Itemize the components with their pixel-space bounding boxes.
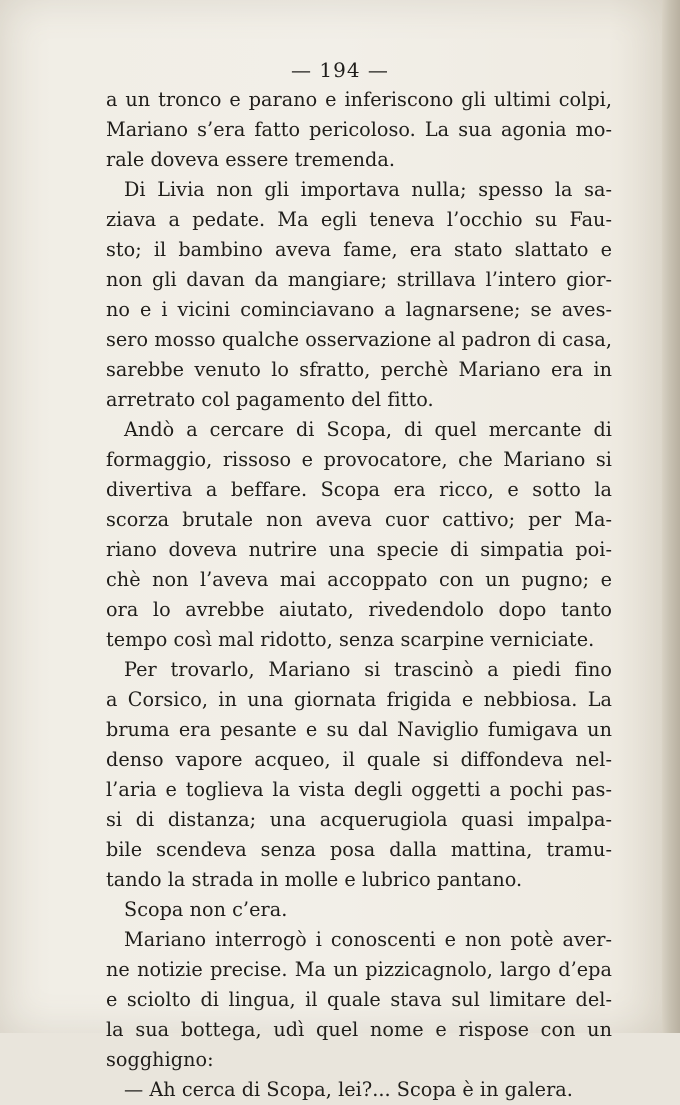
binding-edge [662, 0, 680, 1033]
paragraph [106, 895, 612, 925]
text-line: denso vapore acqueo, il quale si diffondeva nel- [106, 748, 612, 771]
text-line: non gli davan da mangiare; strillava l’intero gior- [106, 268, 612, 291]
text-line: no e i vicini cominciavano a lagnarsene; se aves- [106, 298, 612, 321]
text-line: bruma era pesante e su dal Naviglio fumigava un [106, 718, 612, 741]
text-line: a Corsico, in una giornata frigida e nebbiosa. La [106, 688, 612, 711]
body-text [106, 85, 612, 1105]
text-line: riano doveva nutrire una specie di simpatia poi- [106, 538, 612, 561]
paragraph [106, 415, 612, 655]
text-line: ora lo avrebbe aiutato, rivedendolo dopo tanto [106, 598, 612, 621]
text-line: sogghigno: [106, 1048, 214, 1071]
page-number: — 194 — [291, 58, 389, 82]
text-line: tempo così mal ridotto, senza scarpine verniciate. [106, 628, 595, 651]
text-line: formaggio, rissoso e provocatore, che Mariano si [106, 448, 612, 471]
text-line: ziava a pedate. Ma egli teneva l’occhio su Fau- [106, 208, 612, 231]
text-line: divertiva a beffare. Scopa era ricco, e sotto la [106, 478, 612, 501]
text-line: arretrato col pagamento del fitto. [106, 388, 434, 411]
text-line: Mariano interrogò i conoscenti e non potè aver- [124, 928, 612, 951]
paragraph [106, 655, 612, 895]
paragraph [106, 85, 612, 175]
text-line: bile scendeva senza posa dalla mattina, tramu- [106, 838, 612, 861]
paragraph [106, 925, 612, 1075]
text-line: Per trovarlo, Mariano si trascinò a piedi fino [124, 658, 612, 681]
paragraph [106, 175, 612, 415]
text-line: scorza brutale non aveva cuor cattivo; per Ma- [106, 508, 612, 531]
text-line: Scopa non c’era. [124, 898, 288, 921]
text-line: — Ah cerca di Scopa, lei?... Scopa è in galera. [124, 1078, 573, 1101]
text-line: Andò a cercare di Scopa, di quel mercante di [124, 418, 612, 441]
text-line: Di Livia non gli importava nulla; spesso la sa- [124, 178, 612, 201]
text-line: e sciolto di lingua, il quale stava sul limitare del- [106, 988, 612, 1011]
text-line: a un tronco e parano e inferiscono gli ultimi colpi, [106, 88, 612, 111]
text-line: Mariano s’era fatto pericoloso. La sua agonia mo- [106, 118, 612, 141]
text-line: sto; il bambino aveva fame, era stato slattato e [106, 238, 612, 261]
text-line: tando la strada in molle e lubrico pantano. [106, 868, 523, 891]
text-line: chè non l’aveva mai accoppato con un pugno; e [106, 568, 612, 591]
text-line: rale doveva essere tremenda. [106, 148, 396, 171]
text-line: ne notizie precise. Ma un pizzicagnolo, largo d’epa [106, 958, 612, 981]
paragraph [106, 1075, 612, 1105]
text-line: sarebbe venuto lo sfratto, perchè Mariano era in [106, 358, 612, 381]
text-line: sero mosso qualche osservazione al padron di casa, [106, 328, 612, 351]
text-line: si di distanza; una acquerugiola quasi impalpa- [106, 808, 612, 831]
text-line: la sua bottega, udì quel nome e rispose con un [106, 1018, 612, 1041]
text-line: l’aria e toglieva la vista degli oggetti a pochi pas- [106, 778, 612, 801]
